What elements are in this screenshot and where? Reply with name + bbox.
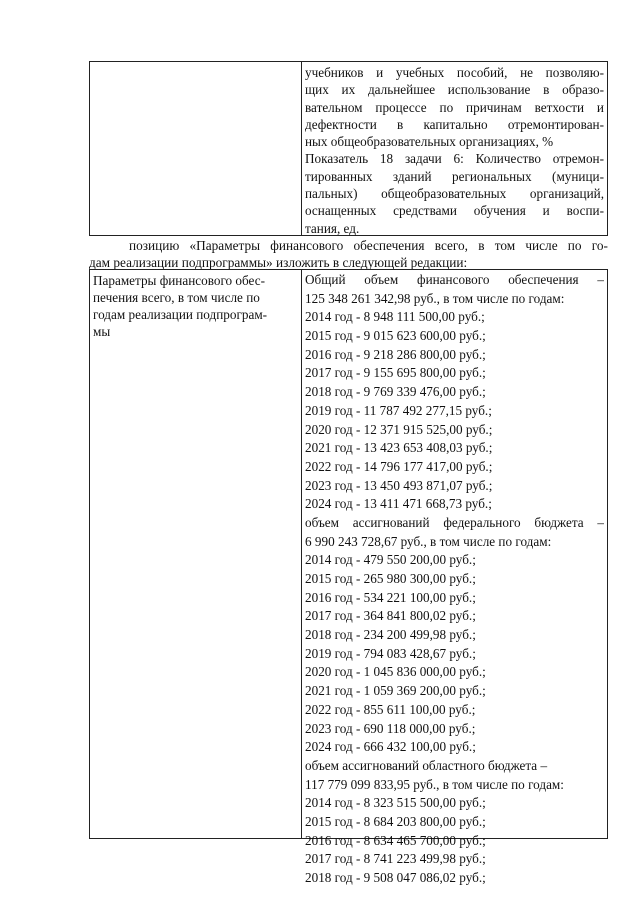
indicator-text-line: Показатель 18 задачи 6: Количество отремон- [305, 151, 604, 167]
federal-year-line: 2015 год - 265 980 300,00 руб.; [305, 571, 476, 586]
indicator-text-line: тания, ед. [305, 220, 360, 236]
financing-year-line: 2024 год - 13 411 471 668,73 руб.; [305, 496, 492, 512]
federal-year-line: 2016 год - 534 221 100,00 руб.; [305, 589, 476, 605]
federal-year-line: 2021 год - 1 059 369 200,00 руб.; [305, 683, 486, 699]
regional-budget-line: объем ассигнований областного бюджета – [305, 757, 548, 773]
federal-year-line: 2019 год - 794 083 428,67 руб.; [305, 645, 476, 661]
label-line: мы [93, 324, 111, 339]
financing-total-amount: 125 348 261 342,98 руб., в том числе по годам: [305, 290, 565, 306]
indicator-text-line: дефектности в капитально отремонтирован- [305, 116, 604, 132]
regional-year-line: 2017 год - 8 741 223 499,98 руб.; [305, 851, 486, 867]
regional-year-line: 2016 год - 8 634 465 700,00 руб.; [305, 832, 486, 848]
indicators-table-right-cell [302, 62, 607, 235]
regional-year-line: 2018 год - 9 508 047 086,02 руб.; [305, 870, 486, 885]
indicator-text-line: щих их дальнейшее использование в образо- [305, 82, 604, 98]
financing-table [89, 269, 608, 885]
financing-year-line: 2019 год - 11 787 492 277,15 руб.; [305, 402, 492, 418]
indicator-text-line: пальных) общеобразовательных организаций, [305, 186, 604, 202]
indicator-text-line: ных общеобразовательных организациях, % [305, 134, 554, 150]
financing-year-line: 2018 год - 9 769 339 476,00 руб.; [305, 384, 486, 400]
regional-year-line: 2014 год - 8 323 515 500,00 руб.; [305, 795, 486, 811]
indicators-table-left-cell [90, 62, 302, 235]
financing-table-label-cell [90, 270, 302, 838]
federal-budget-line: объем ассигнований федерального бюджета – [305, 514, 604, 530]
financing-year-line: 2016 год - 9 218 286 800,00 руб.; [305, 346, 486, 362]
federal-year-line: 2017 год - 364 841 800,02 руб.; [305, 608, 476, 624]
federal-budget-amount: 6 990 243 728,67 руб., в том числе по годам: [305, 533, 552, 549]
financing-year-line: 2014 год - 8 948 111 500,00 руб.; [305, 309, 485, 325]
financing-year-line: 2023 год - 13 450 493 871,07 руб.; [305, 477, 493, 493]
federal-year-line: 2023 год - 690 118 000,00 руб.; [305, 720, 476, 736]
federal-year-line: 2022 год - 855 611 100,00 руб.; [305, 701, 476, 717]
financing-year-line: 2022 год - 14 796 177 417,00 руб.; [305, 458, 493, 474]
financing-year-line: 2021 год - 13 423 653 408,03 руб.; [305, 440, 493, 456]
federal-year-line: 2020 год - 1 045 836 000,00 руб.; [305, 664, 486, 680]
financing-year-line: 2020 год - 12 371 915 525,00 руб.; [305, 421, 493, 437]
financing-table-value-cell [302, 270, 607, 885]
regional-budget-amount: 117 779 099 833,95 руб., в том числе по годам: [305, 776, 564, 792]
indicator-text-line: вательном процессе по причинам ветхости и [305, 99, 604, 115]
label-line: печения всего, в том числе по [93, 290, 260, 305]
financing-total-line: Общий объем финансового обеспечения – [305, 272, 604, 287]
financing-year-line: 2017 год - 9 155 695 800,00 руб.; [305, 365, 486, 381]
indicator-text-line: тированных зданий региональных (муници- [305, 168, 604, 184]
regional-year-line: 2015 год - 8 684 203 800,00 руб.; [305, 813, 486, 829]
indicator-text-line: учебников и учебных пособий, не позволяю- [305, 65, 604, 80]
instruction-line: дам реализации подпрограммы» изложить в следующей редакции: [89, 255, 468, 270]
federal-year-line: 2014 год - 479 550 200,00 руб.; [305, 552, 476, 568]
instruction-line: позицию «Параметры финансового обеспечения всего, в том числе по го- [129, 238, 608, 253]
federal-year-line: 2018 год - 234 200 499,98 руб.; [305, 627, 476, 643]
indicator-text-line: оснащенных средствами обучения и воспи- [305, 203, 604, 219]
label-line: годам реализации подпрограм- [93, 307, 268, 322]
financing-year-line: 2015 год - 9 015 623 600,00 руб.; [305, 328, 486, 344]
indicators-table [89, 61, 608, 236]
label-line: Параметры финансового обес- [93, 273, 265, 288]
instruction-paragraph [89, 237, 608, 271]
federal-year-line: 2024 год - 666 432 100,00 руб.; [305, 739, 476, 755]
